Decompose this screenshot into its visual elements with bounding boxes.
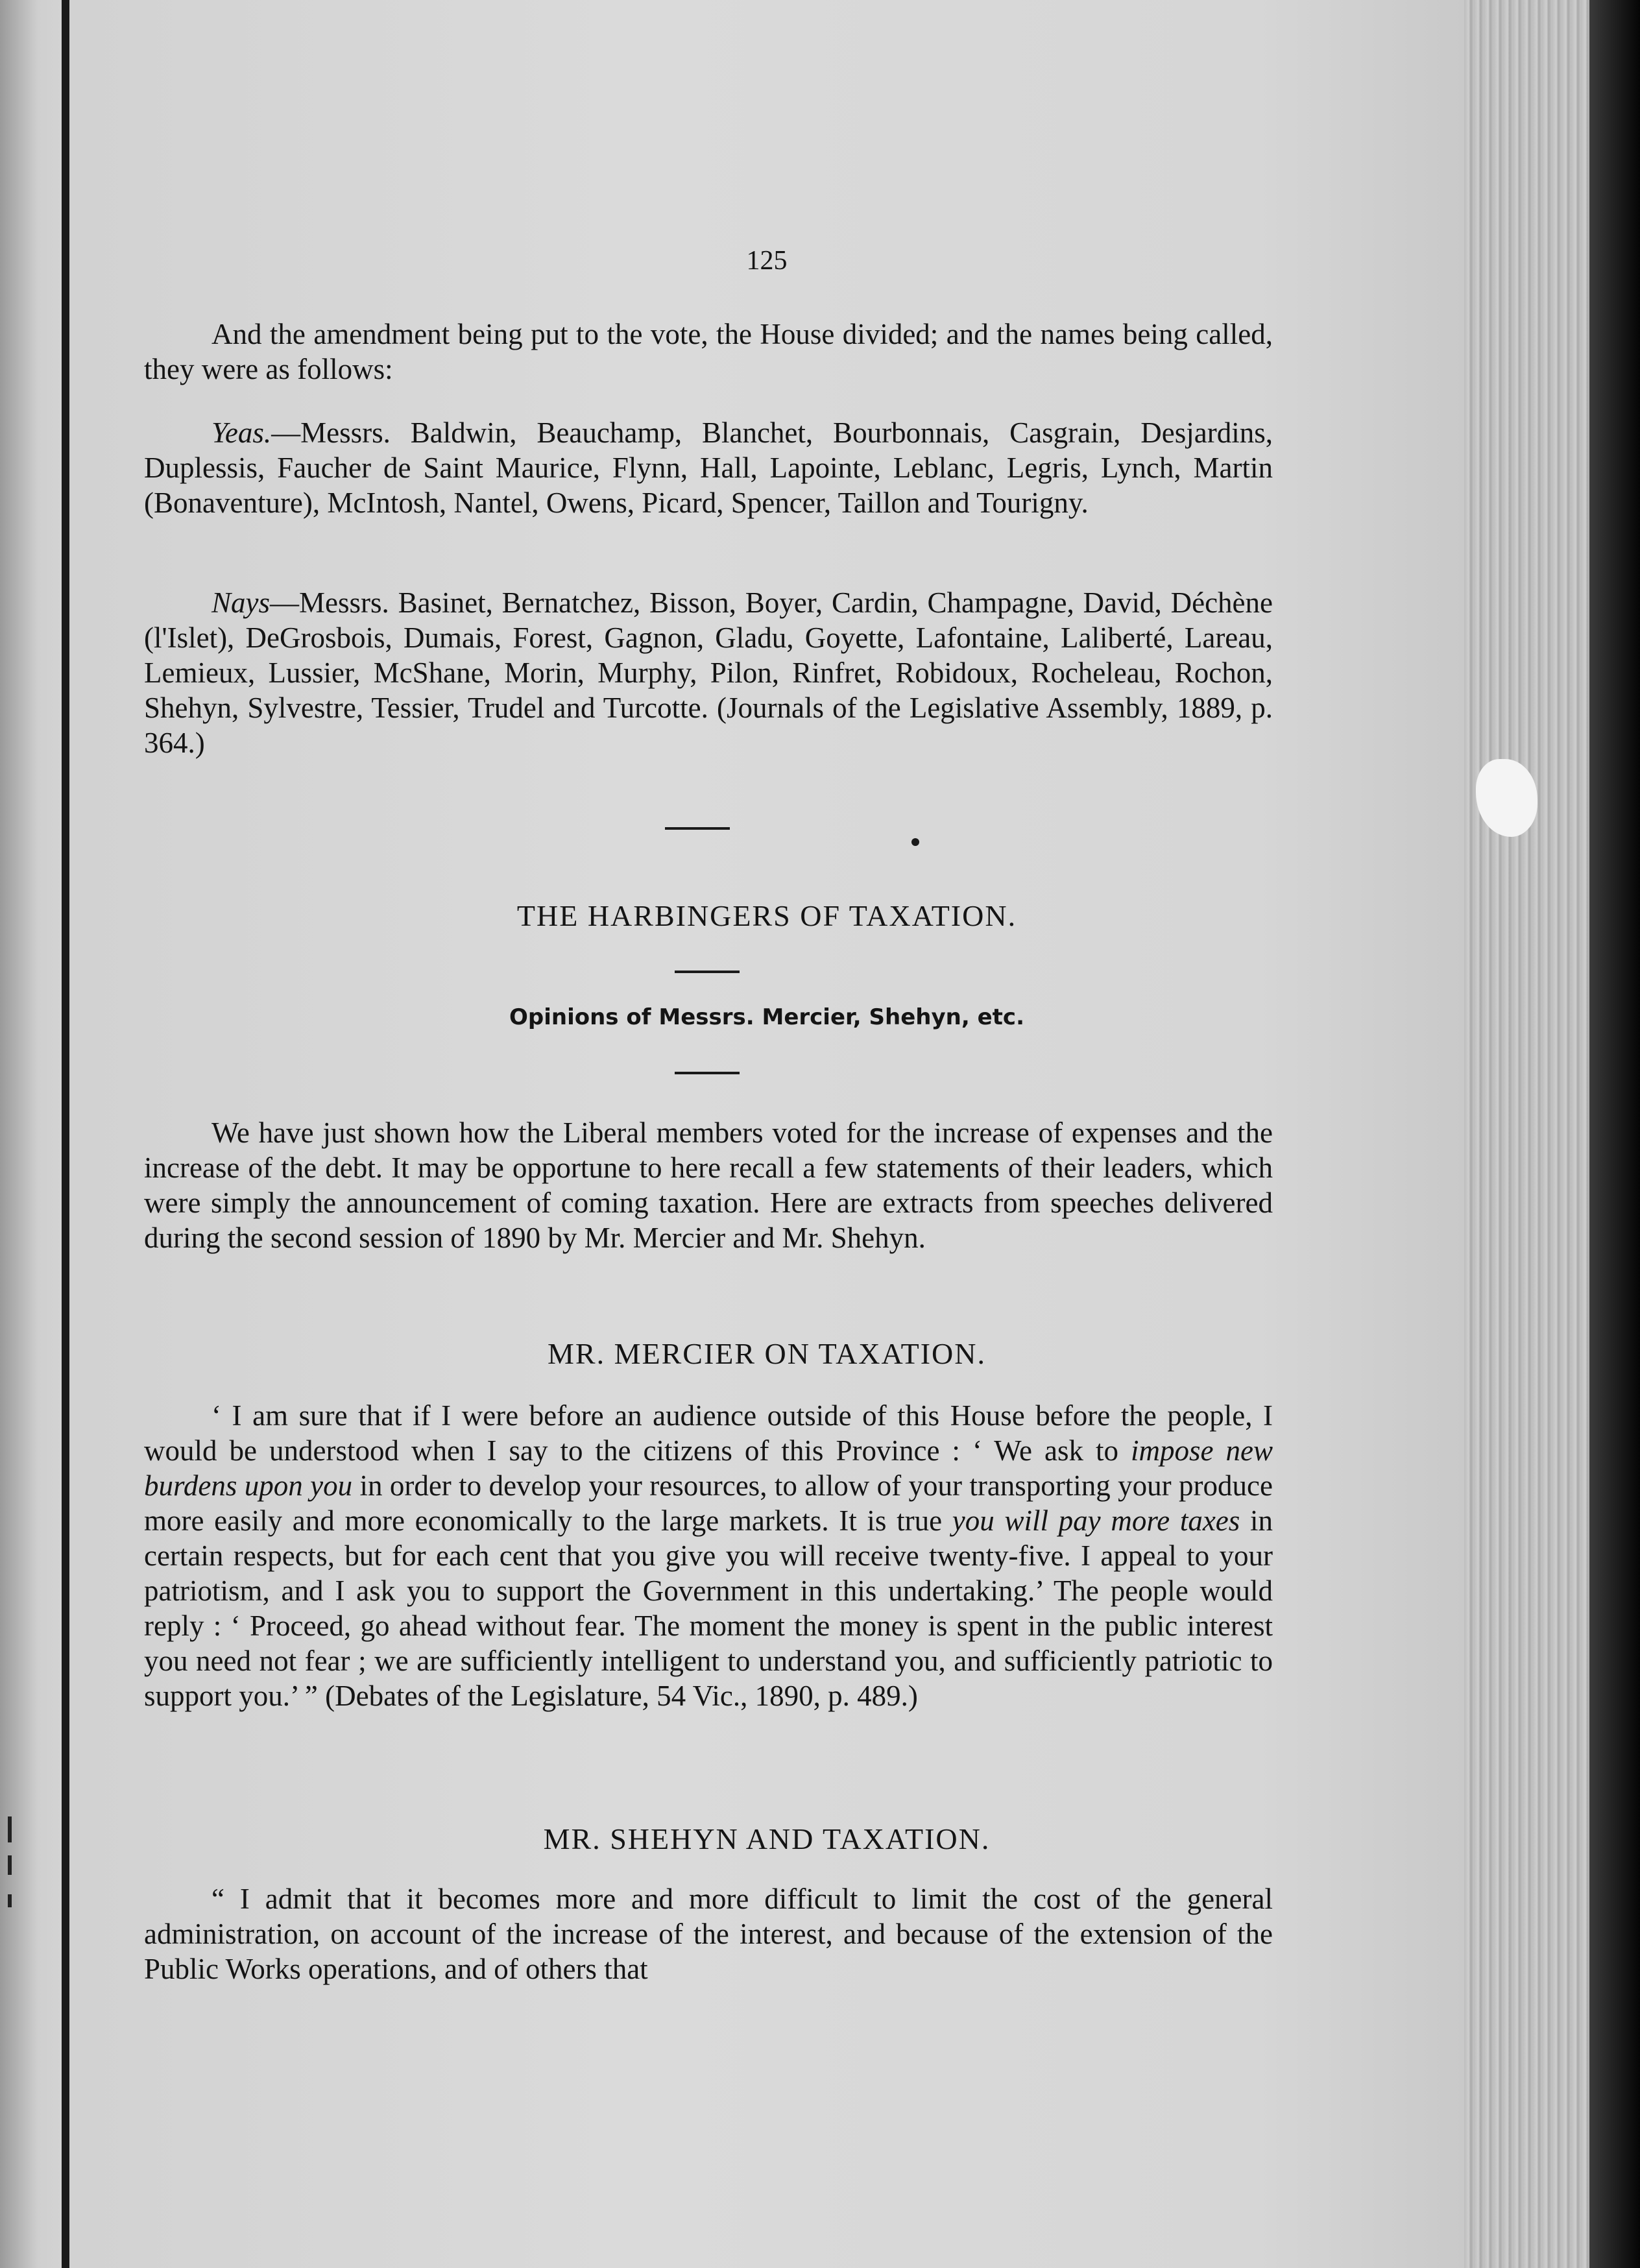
margin-mark — [8, 1855, 12, 1875]
yeas-names: —Messrs. Baldwin, Beauchamp, Blanchet, Bourbonnais, Casgrain, Desjardins, Duplessis, Faucher de Saint Maurice, Flynn, Hall, Lapointe, Leblanc, Legris, Lynch, Martin (Bonaventure), McIntosh, Nantel, Owens, Picard, Spencer, Taillon and Tourigny. — [144, 416, 1273, 519]
mercier-quote — [144, 1398, 1273, 1713]
yeas-paragraph — [144, 415, 1273, 520]
division-intro-block — [144, 317, 1273, 387]
nays-names: —Messrs. Basinet, Bernatchez, Bisson, Boyer, Cardin, Champagne, David, Déchène (l'Islet), DeGrosbois, Dumais, Forest, Gagnon, Gladu, Goyette, Lafontaine, Laliberté, Lareau, Lemieux, Lussier, McShane, Morin, Murphy, Pilon, Rinfret, Robidoux, Rocheleau, Rochon, Shehyn, Sylvestre, Tessier, Trudel and Turcotte. (Journals of the Legislative Assembly, 1889, p. 364.) — [144, 586, 1273, 759]
ink-dot — [911, 838, 919, 846]
mercier-title: MR. MERCIER ON TAXATION. — [548, 1337, 986, 1370]
yeas-block — [144, 415, 1273, 520]
nays-paragraph — [144, 585, 1273, 760]
division-intro: And the amendment being put to the vote, the House divided; and the names being called, they were as follows: — [144, 318, 1273, 385]
shehyn-title: MR. SHEHYN AND TAXATION. — [543, 1822, 991, 1855]
nays-label: Nays — [211, 586, 270, 619]
section-divider — [665, 827, 730, 830]
shehyn-quote: “ I admit that it becomes more and more difficult to limit the cost of the general administration, on account of the increase of the interest, and because of the extension of the Public Works operations, and of others that — [144, 1883, 1273, 1985]
nays-block — [144, 585, 1273, 760]
mercier-block — [144, 1398, 1273, 1713]
mercier-quote-part: in certain respects, but for each cent that you give you will receive twenty-five. I appeal to your patriotism, and I ask you to support the Government in this undertaking.’ The people would reply : ‘ Proceed, go ahead without fear. The moment the money is spent in the public interest you need not fear ; we are sufficiently intelligent to understand you, and sufficiently patriotic to support you.’ ” (Debates of the Legislature, 54 Vic., 1890, p. 489.) — [144, 1504, 1273, 1712]
mercier-quote-part: ‘ I am sure that if I were before an audience outside of this House before the people, I would be understood when I say to the citizens of this Province : ‘ We ask to — [144, 1399, 1273, 1467]
page-number: 125 — [746, 246, 788, 276]
shehyn-block — [144, 1881, 1273, 1986]
margin-mark — [8, 1816, 12, 1842]
binding-rule — [62, 0, 69, 2268]
yeas-label: Yeas. — [211, 416, 272, 449]
margin-mark — [8, 1894, 12, 1907]
mercier-quote-italic: impose new burdens upon you — [144, 1434, 1273, 1502]
section-title: THE HARBINGERS OF TAXATION. — [516, 899, 1017, 932]
title-divider — [675, 971, 740, 973]
subtitle-divider — [675, 1072, 740, 1074]
intro-block — [144, 1115, 1273, 1255]
page-edges — [1464, 0, 1594, 2268]
mercier-quote-italic: you will pay more taxes — [952, 1504, 1240, 1537]
intro-paragraph: We have just shown how the Liberal members voted for the increase of expenses and the increase of the debt. It may be opportune to here recall a few statements of their leaders, which were simply the announcement of coming taxation. Here are extracts from speeches delivered during the second session of 1890 by Mr. Mercier and Mr. Shehyn. — [144, 1116, 1273, 1254]
page-edge-shadow — [1589, 0, 1640, 2268]
section-subtitle: Opinions of Messrs. Mercier, Shehyn, etc. — [509, 1004, 1025, 1030]
mercier-quote-part: in order to develop your resources, to allow of your transporting your produce more easily and more economically to the large markets. It is true — [144, 1469, 1273, 1537]
